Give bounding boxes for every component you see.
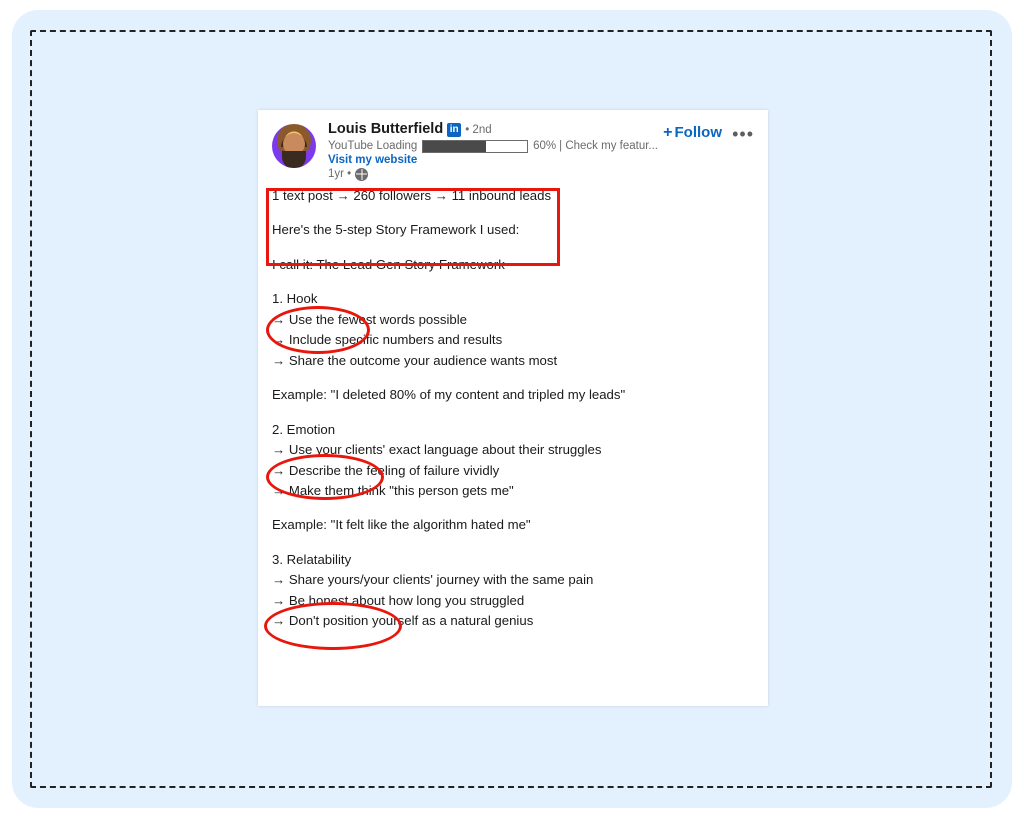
section-1-bullet-2: → Include specific numbers and results: [272, 332, 503, 348]
post-call-it-line: I call it: The Lead Gen Story Framework: [272, 256, 505, 272]
post-hook-line: 1 text post → 260 followers → 11 inbound leads: [272, 188, 552, 203]
section-1: [272, 289, 754, 371]
post-meta: [328, 168, 658, 181]
section-2-example: Example: "It felt like the algorithm hated me": [272, 517, 531, 533]
linkedin-post-card: [258, 110, 768, 706]
section-2-bullet-2: → Describe the feeling of failure vividly: [272, 462, 500, 478]
follow-button-label: Follow: [674, 124, 722, 141]
section-3-heading: 3. Relatability: [272, 551, 352, 567]
visit-website-link[interactable]: Visit my website: [328, 153, 418, 166]
section-1-example-group: [272, 385, 754, 405]
post-framework-intro: Here's the 5-step Story Framework I used:: [272, 222, 520, 238]
author-name-row: [328, 122, 658, 138]
post-body: [258, 182, 768, 632]
section-2-example-group: [272, 515, 754, 535]
section-2-heading: 2. Emotion: [272, 421, 336, 437]
author-headline: [328, 140, 658, 153]
linkedin-badge-icon: in: [447, 123, 461, 137]
avatar[interactable]: [272, 124, 316, 168]
section-2-bullet-3: → Make them think "this person gets me": [272, 482, 514, 498]
section-3-bullet-1: → Share yours/your clients' journey with the same pain: [272, 572, 594, 588]
section-1-heading: 1. Hook: [272, 291, 318, 307]
headline-suffix: | Check my featur...: [559, 140, 658, 153]
plus-icon: +: [663, 124, 673, 141]
headline-prefix: YouTube Loading: [328, 140, 418, 153]
globe-icon: [355, 168, 368, 181]
section-1-bullet-3: → Share the outcome your audience wants most: [272, 352, 558, 368]
section-3: [272, 550, 754, 632]
section-3-bullet-3: → Don't position yourself as a natural genius: [272, 613, 534, 629]
section-3-bullet-2: → Be honest about how long you struggled: [272, 592, 525, 608]
connection-degree: • 2nd: [465, 123, 492, 136]
more-options-icon[interactable]: •••: [732, 124, 754, 144]
progress-bar-fill: [423, 141, 485, 152]
author-info: [328, 122, 658, 181]
section-1-example: Example: "I deleted 80% of my content and tripled my leads": [272, 387, 626, 403]
headline-progress-value: 60%: [533, 140, 557, 153]
section-2-bullet-1: → Use your clients' exact language about their struggles: [272, 442, 602, 458]
section-1-bullet-1: → Use the fewest words possible: [272, 311, 467, 327]
avatar-beard: [282, 151, 306, 168]
post-header: [258, 110, 768, 182]
progress-bar-icon: [422, 140, 528, 153]
author-name[interactable]: Louis Butterfield: [328, 121, 444, 137]
section-2: [272, 420, 754, 502]
post-timestamp: 1yr •: [328, 168, 352, 181]
follow-button[interactable]: [663, 124, 722, 142]
